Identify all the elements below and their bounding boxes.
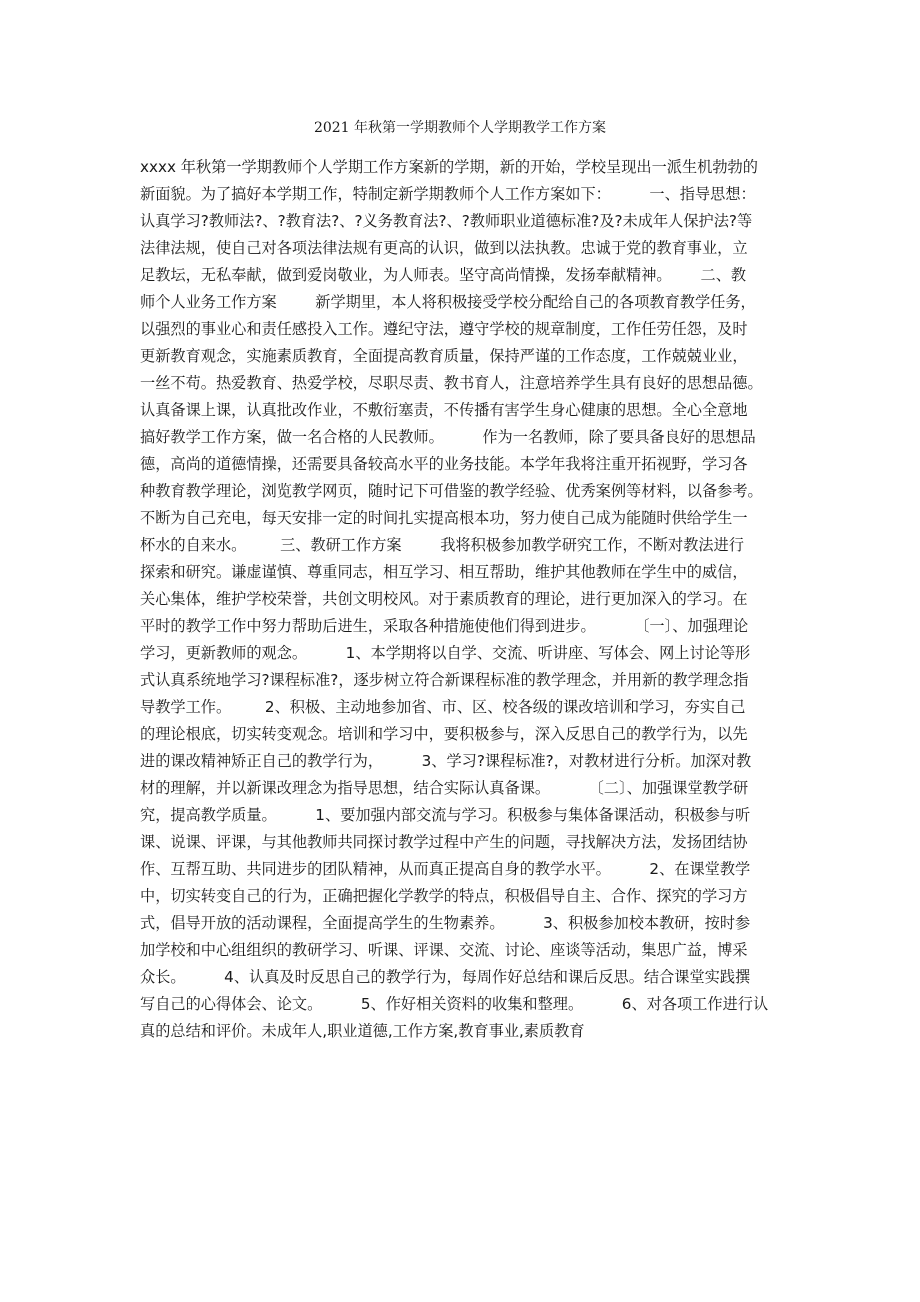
body-text-line: 的理论根底，切实转变观念。培训和学习中，要积极参与，深入反思自己的教学行为，以先 [140,725,748,743]
body-text-line: 新面貌。为了搞好本学期工作，特制定新学期教师个人工作方案如下： 一、指导思想： [140,185,756,203]
body-text-line: 更新教育观念，实施素质教育，全面提高教育质量，保持严谨的工作态度，工作兢兢业业， [140,347,748,365]
body-text-line: 材的理解，并以新课改理念为指导思想，结合实际认真备课。 〔二〕、加强课堂教学研 [140,779,749,797]
body-text-line: 真的总结和评价。未成年人,职业道德,工作方案,教育事业,素质教育 [140,1022,585,1040]
body-text-line: 课、说课、评课，与其他教师共同探讨教学过程中产生的问题，寻找解决方法，发扬团结协 [140,833,748,851]
body-text-line: 杯水的自来水。 三、教研工作方案 我将积极参加教学研究工作，不断对教法进行 [140,536,744,554]
body-text-line: 进的课改精神矫正自己的教学行为， 3、学习?课程标准?，对教材进行分析。加深对教 [140,752,752,770]
body-text-line: 师个人业务工作方案 新学期里，本人将积极接受学校分配给自己的各项教育教学任务， [140,293,756,311]
body-text-line: 认真备课上课，认真批改作业，不敷衍塞责，不传播有害学生身心健康的思想。全心全意地 [140,401,748,419]
body-text-line: 以强烈的事业心和责任感投入工作。遵纪守法，遵守学校的规章制度，工作任劳任怨，及时 [140,320,748,338]
body-text-line: 认真学习?教师法?、?教育法?、?义务教育法?、?教师职业道德标准?及?未成年人保护法?等 [140,212,753,230]
body-text-line: 德，高尚的道德情操，还需要具备较高水平的业务技能。本学年我将注重开拓视野，学习各 [140,455,748,473]
body-text-line: 加学校和中心组组织的教研学习、听课、评课、交流、讨论、座谈等活动，集思广益，博采 [140,941,748,959]
body-text-line: 写自己的心得体会、论文。 5、作好相关资料的收集和整理。 6、对各项工作进行认 [140,995,769,1013]
body-text-line: 学习，更新教师的观念。 1、本学期将以自学、交流、听讲座、写体会、网上讨论等形 [140,644,751,662]
body-text-line: 种教育教学理论，浏览教学网页，随时记下可借鉴的教学经验、优秀案例等材料，以备参考。 [140,482,763,500]
body-text-line: 作、互帮互助、共同进步的团队精神，从而真正提高自身的教学水平。 2、在课堂教学 [140,860,751,878]
body-text-line: 究，提高教学质量。 1、要加强内部交流与学习。积极参与集体备课活动，积极参与听 [140,806,751,824]
body-text-line: 中，切实转变自己的行为，正确把握化学教学的特点，积极倡导自主、合作、探究的学习方 [140,887,748,905]
body-text-line: 式认真系统地学习?课程标准?，逐步树立符合新课程标准的教学理念，并用新的教学理念指 [140,671,749,689]
body-text-line: 足教坛，无私奉献，做到爱岗敬业，为人师表。坚守高尚情操，发扬奉献精神。 二、教 [140,266,747,284]
body-text-line: 导教学工作。 2、积极、主动地参加省、市、区、校各级的课改培训和学习，夯实自己 [140,698,746,716]
body-text-line: 搞好教学工作方案，做一名合格的人民教师。 作为一名教师，除了要具备良好的思想品 [140,428,756,446]
body-text-line: 众长。 4、认真及时反思自己的教学行为，每周作好总结和课后反思。结合课堂实践撰 [140,968,751,986]
body-text-line: 关心集体，维护学校荣誉，共创文明校风。对于素质教育的理论，进行更加深入的学习。在 [140,590,748,608]
document-title: 2021 年秋第一学期教师个人学期教学工作方案 [313,120,607,136]
body-text-line: 法律法规，使自己对各项法律法规有更高的认识，做到以法执教。忠诚于党的教育事业，立 [140,239,748,257]
body-text-line: 不断为自己充电，每天安排一定的时间扎实提高根本功，努力使自己成为能随时供给学生一 [140,509,748,527]
body-text-line: 一丝不苟。热爱教育、热爱学校，尽职尽责、教书育人，注意培养学生具有良好的思想品德。 [140,374,763,392]
document-body [140,154,780,1045]
body-text-line: xxxx 年秋第一学期教师个人学期工作方案新的学期，新的开始，学校呈现出一派生机勃勃的 [140,158,758,176]
body-text-line: 探索和研究。谦虚谨慎、尊重同志，相互学习、相互帮助，维护其他教师在学生中的威信， [140,563,748,581]
body-text-line: 式，倡导开放的活动课程，全面提高学生的生物素养。 3、积极参加校本教研，按时参 [140,914,751,932]
body-text-line: 平时的教学工作中努力帮助后进生，采取各种措施使他们得到进步。 〔一〕、加强理论 [140,617,749,635]
